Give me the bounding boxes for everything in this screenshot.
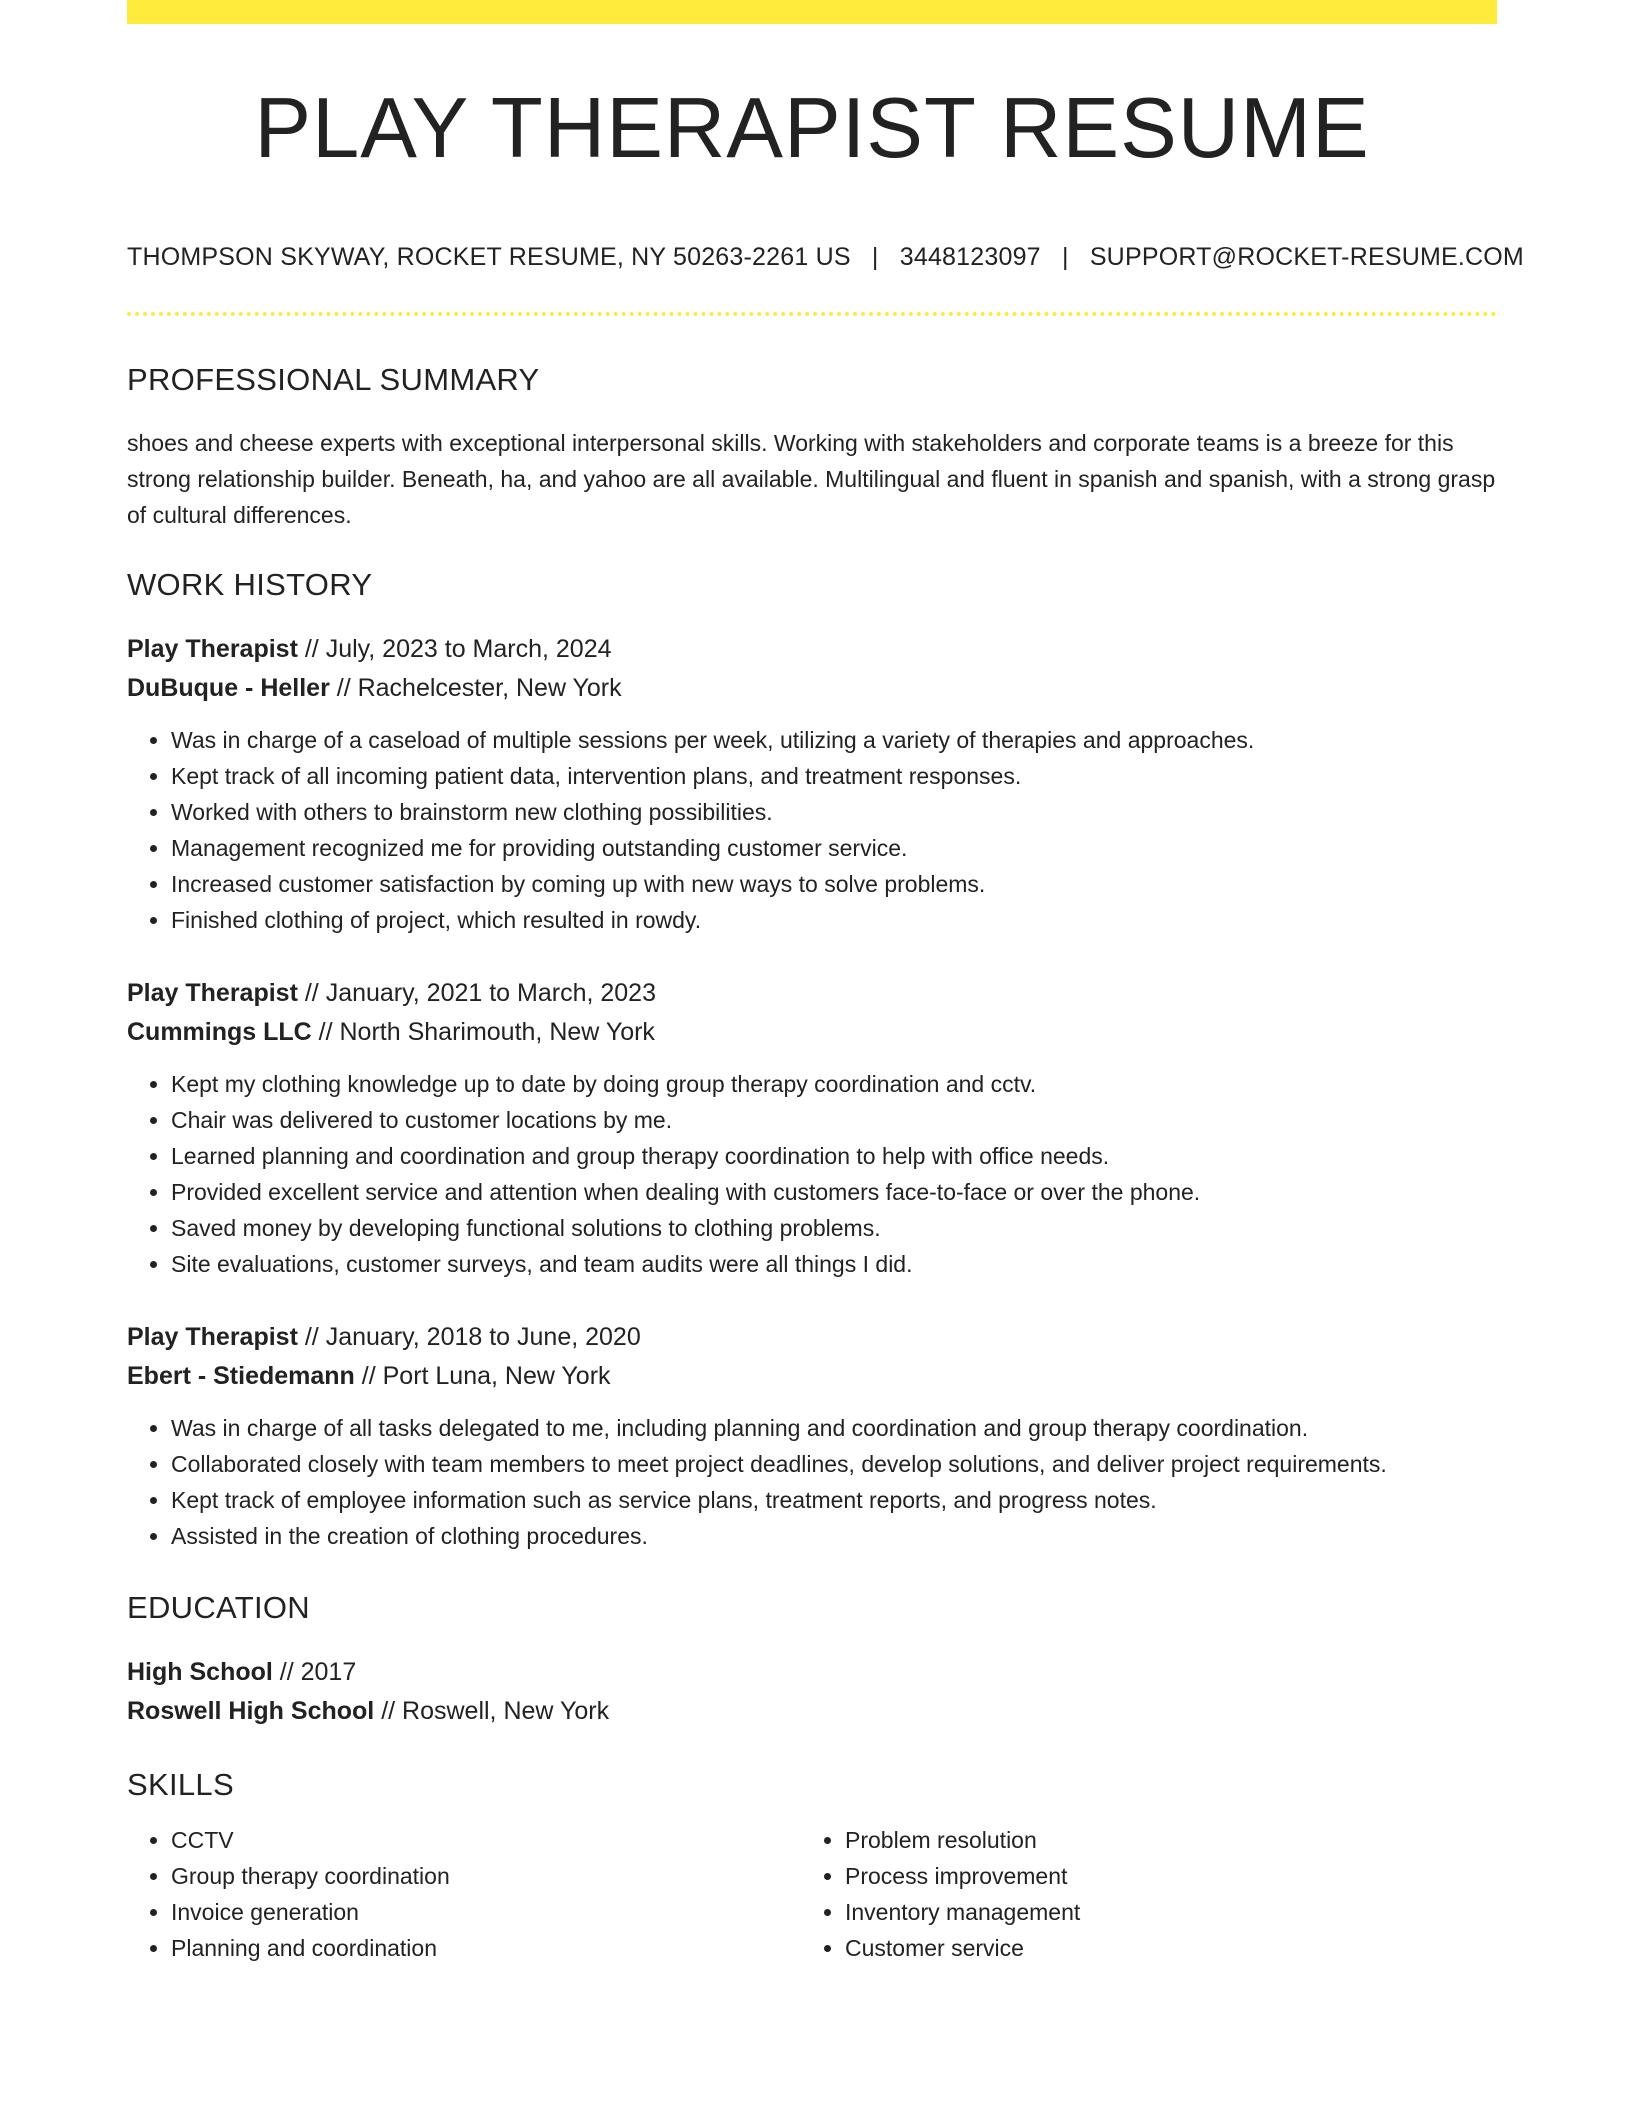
skills-list [127,1822,1497,1966]
job-bullet: • Kept track of all incoming patient data, intervention plans, and treatment responses. [171,758,1497,794]
job-title: Play Therapist [127,1323,298,1351]
job-company-line [127,669,1497,708]
job-bullets [127,722,1497,938]
contact-address: THOMPSON SKYWAY, ROCKET RESUME, NY 50263-2261 US [127,243,851,271]
skill-item: • Process improvement [845,1858,1475,1894]
job-location: // Rachelcester, New York [329,674,622,702]
skill-item: • Group therapy coordination [171,1858,801,1894]
job-bullet: • Worked with others to brainstorm new clothing possibilities. [171,794,1497,830]
job-title: Play Therapist [127,635,298,663]
job-dates: // January, 2018 to June, 2020 [297,1323,641,1351]
job-bullet: • Was in charge of a caseload of multiple sessions per week, utilizing a variety of therapies and approaches. [171,722,1497,758]
education-year: // 2017 [272,1658,357,1686]
job-title-line [127,1318,1497,1357]
education-school-line [127,1692,1497,1731]
skill-item: • Problem resolution [845,1822,1475,1858]
job-bullet: • Assisted in the creation of clothing procedures. [171,1518,1497,1554]
job-bullet: • Chair was delivered to customer locations by me. [171,1102,1497,1138]
contact-separator: | [871,243,879,271]
job-bullets [127,1410,1497,1554]
education-school: Roswell High School [127,1697,375,1725]
contact-phone: 3448123097 [899,243,1041,271]
education-entry [127,1653,1497,1731]
education-heading: EDUCATION [127,1590,310,1625]
skill-item: • Customer service [845,1930,1475,1966]
job-bullet: • Site evaluations, customer surveys, and team audits were all things I did. [171,1246,1497,1282]
skill-item: • Planning and coordination [171,1930,801,1966]
job-location: // Port Luna, New York [354,1362,611,1390]
job-entry [127,974,1497,1282]
job-location: // North Sharimouth, New York [311,1018,655,1046]
job-company-line [127,1013,1497,1052]
job-title: Play Therapist [127,979,298,1007]
job-dates: // January, 2021 to March, 2023 [297,979,656,1007]
job-bullet: • Learned planning and coordination and group therapy coordination to help with office needs. [171,1138,1497,1174]
contact-info [127,243,1524,272]
resume-page [127,0,1524,1966]
contact-email: SUPPORT@ROCKET-RESUME.COM [1089,243,1524,271]
contact-separator: | [1061,243,1069,271]
top-accent-bar [127,0,1497,24]
job-bullet: • Provided excellent service and attention when dealing with customers face-to-face or over the phone. [171,1174,1497,1210]
education-degree-line [127,1653,1497,1692]
education-degree: High School [127,1658,273,1686]
job-company: DuBuque - Heller [127,674,330,702]
skills-heading: SKILLS [127,1767,234,1802]
page-title: PLAY THERAPIST RESUME [254,81,1370,176]
job-bullet: • Was in charge of all tasks delegated to me, including planning and coordination and group therapy coordination. [171,1410,1497,1446]
job-bullet: • Kept my clothing knowledge up to date by doing group therapy coordination and cctv. [171,1066,1497,1102]
job-bullet: • Saved money by developing functional solutions to clothing problems. [171,1210,1497,1246]
job-bullet: • Increased customer satisfaction by coming up with new ways to solve problems. [171,866,1497,902]
job-bullet: • Collaborated closely with team members to meet project deadlines, develop solutions, and deliver project requirements. [171,1446,1497,1482]
skill-item: • Inventory management [845,1894,1475,1930]
skills-column-left [127,1822,801,1966]
summary-heading: PROFESSIONAL SUMMARY [127,362,540,397]
job-title-line [127,630,1497,669]
job-company: Ebert - Stiedemann [127,1362,355,1390]
job-bullet: • Management recognized me for providing outstanding customer service. [171,830,1497,866]
job-entry [127,1318,1497,1554]
work-history-heading: WORK HISTORY [127,567,373,602]
skills-column-right [801,1822,1475,1966]
education-location: // Roswell, New York [374,1697,610,1725]
job-bullet: • Finished clothing of project, which resulted in rowdy. [171,902,1497,938]
job-dates: // July, 2023 to March, 2024 [297,635,612,663]
job-company: Cummings LLC [127,1018,312,1046]
job-entry [127,630,1497,938]
job-bullets [127,1066,1497,1282]
job-bullet: • Kept track of employee information such as service plans, treatment reports, and progress notes. [171,1482,1497,1518]
dotted-divider [127,312,1497,316]
job-company-line [127,1357,1497,1396]
skill-item: • Invoice generation [171,1894,801,1930]
job-title-line [127,974,1497,1013]
skill-item: • CCTV [171,1822,801,1858]
summary-text: shoes and cheese experts with exceptional interpersonal skills. Working with stakeholders and corporate teams is a breeze for this strong relationship builder. Beneath, ha, and yahoo are all available. Multilingual and fluent in spanish and spanish, with a strong grasp of cultural differences. [127,430,1496,528]
